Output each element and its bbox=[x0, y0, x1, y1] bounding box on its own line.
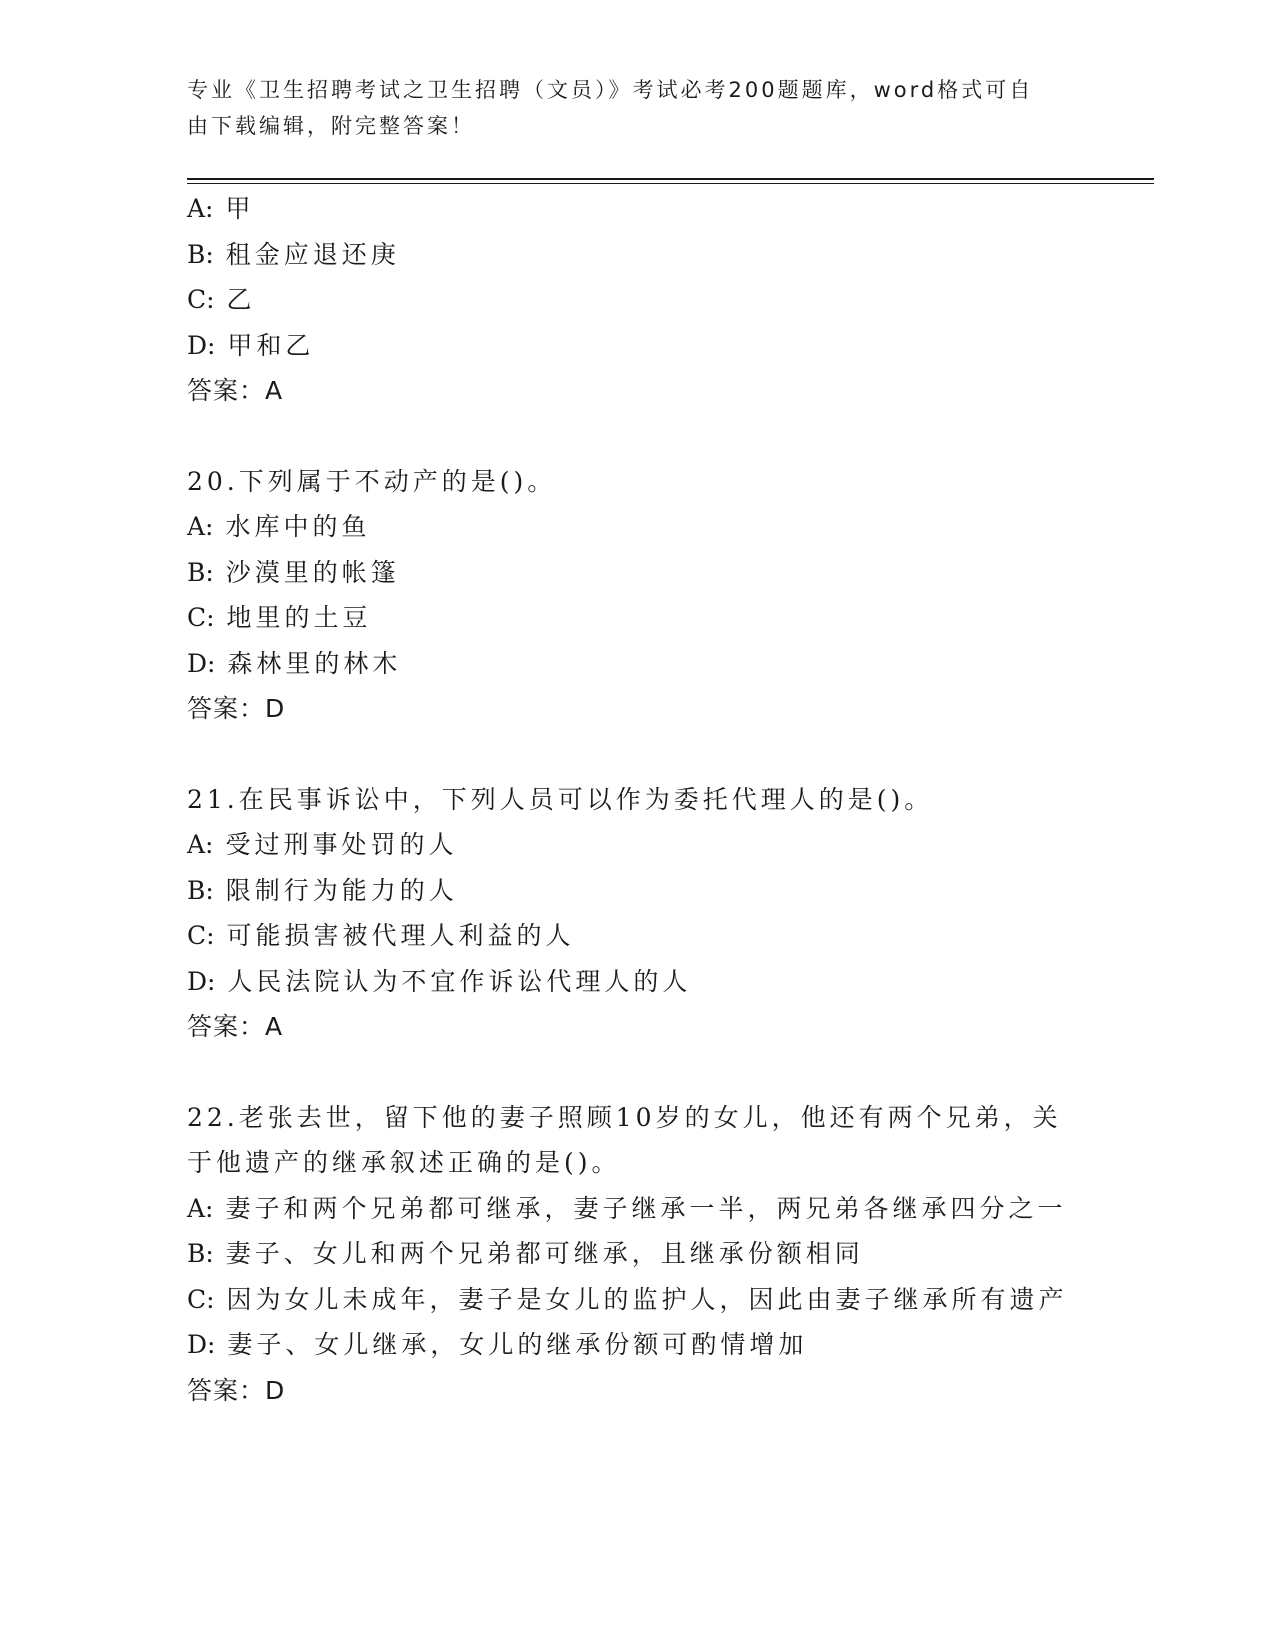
answer-line: 答案：D bbox=[187, 1375, 286, 1405]
answer-line: 答案：A bbox=[187, 376, 284, 405]
question-block-20 bbox=[187, 459, 1087, 732]
question-title-line-2: 于他遗产的继承叙述正确的是()。 bbox=[187, 1148, 621, 1177]
option-b: B: 限制行为能力的人 bbox=[187, 875, 458, 905]
option-c: C: 地里的土豆 bbox=[187, 603, 372, 632]
question-title: 20.下列属于不动产的是()。 bbox=[187, 466, 557, 496]
option-a: A: 妻子和两个兄弟都可继承，妻子继承一半，两兄弟各继承四分之一 bbox=[187, 1193, 1067, 1223]
option-c: C: 因为女儿未成年，妻子是女儿的监护人，因此由妻子继承所有遗产 bbox=[187, 1284, 1068, 1314]
option-d: D: 人民法院认为不宜作诉讼代理人的人 bbox=[187, 966, 692, 996]
header-line-1: 专业《卫生招聘考试之卫生招聘（文员）》考试必考200题题库，word格式可自 bbox=[187, 78, 1034, 102]
header-divider-thick bbox=[187, 178, 1154, 180]
option-b: B: 妻子、女儿和两个兄弟都可继承，且继承份额相同 bbox=[187, 1239, 864, 1268]
question-block-prev bbox=[187, 186, 1087, 414]
option-b: B: 沙漠里的帐篷 bbox=[187, 557, 400, 587]
header-divider-thin bbox=[187, 183, 1154, 184]
option-c: C: 可能损害被代理人利益的人 bbox=[187, 921, 575, 950]
header-line-2: 由下载编辑，附完整答案！ bbox=[187, 114, 475, 138]
question-block-22 bbox=[187, 1095, 1087, 1414]
answer-line: 答案：D bbox=[187, 694, 286, 723]
option-a: A: 甲 bbox=[187, 194, 255, 223]
option-b: B: 租金应退还庚 bbox=[187, 239, 400, 269]
option-d: D: 妻子、女儿继承，女儿的继承份额可酌情增加 bbox=[187, 1330, 808, 1359]
document-header bbox=[187, 72, 1067, 144]
question-list bbox=[187, 186, 1087, 1413]
question-title-line-1: 22.老张去世，留下他的妻子照顾10岁的女儿，他还有两个兄弟，关 bbox=[187, 1102, 1062, 1132]
option-d: D: 森林里的林木 bbox=[187, 648, 402, 678]
option-c: C: 乙 bbox=[187, 285, 256, 314]
option-a: A: 水库中的鱼 bbox=[187, 512, 371, 541]
question-title: 21.在民事诉讼中，下列人员可以作为委托代理人的是()。 bbox=[187, 784, 934, 814]
answer-line: 答案：A bbox=[187, 1012, 284, 1041]
option-a: A: 受过刑事处罚的人 bbox=[187, 830, 458, 859]
option-d: D: 甲和乙 bbox=[187, 330, 315, 360]
question-block-21 bbox=[187, 777, 1087, 1050]
